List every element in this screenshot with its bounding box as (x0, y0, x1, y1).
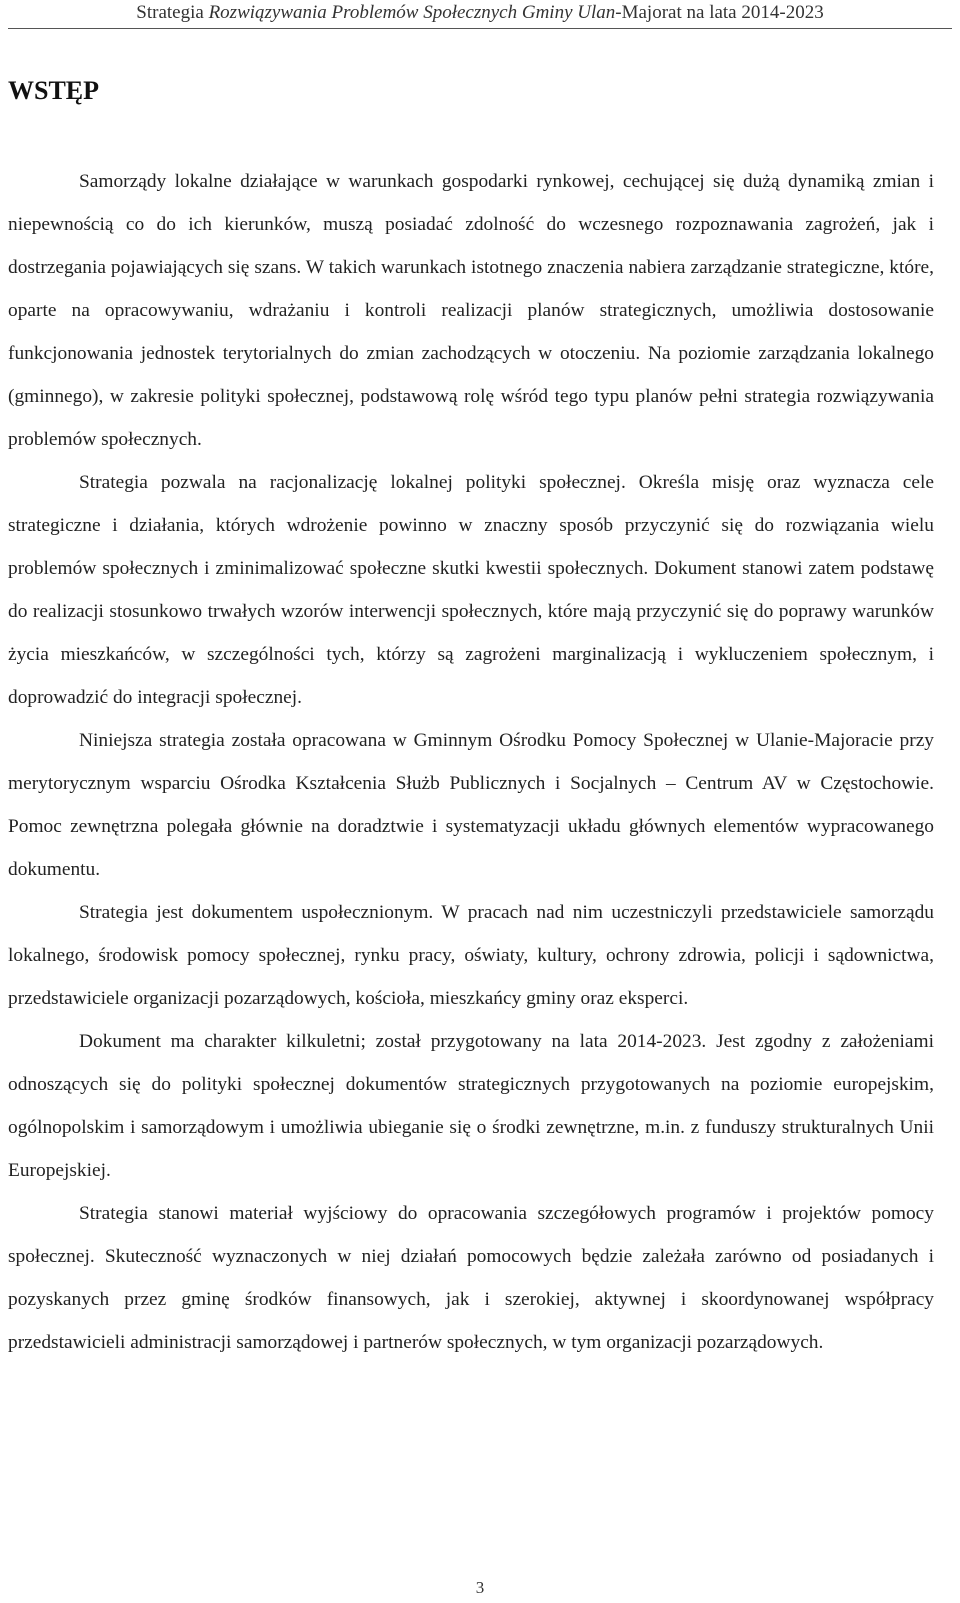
running-header-prefix: Strategia (136, 2, 209, 23)
paragraph: Strategia jest dokumentem uspołecznionym. W pracach nad nim uczestniczyli przedstawiciele samorządu lokalnego, środowisk pomocy społecznej, rynku pracy, oświaty, kultury, ochrony zdrowia, policji i sądownictwa, przedstawiciele organizacji pozarządowych, kościoła, mieszkańcy gminy oraz eksperci. (8, 902, 934, 1009)
running-header-italic: Rozwiązywania Problemów Społecznych Gminy Ulan- (208, 2, 622, 23)
body-text (8, 160, 934, 1364)
paragraph: Strategia pozwala na racjonalizację lokalnej polityki społecznej. Określa misję oraz wyznacza cele strategiczne i działania, których wdrożenie powinno w znaczny sposób przyczynić się do rozwiązania wielu problemów społecznych i zminimalizować społeczne skutki kwestii społecznych. Dokument stanowi zatem podstawę do realizacji stosunkowo trwałych wzorów interwencji społecznych, które mają przyczynić się do poprawy warunków życia mieszkańców, w szczególności tych, którzy są zagrożeni marginalizacją i wykluczeniem społecznym, i doprowadzić do integracji społecznej. (8, 472, 934, 708)
paragraph: Strategia stanowi materiał wyjściowy do opracowania szczegółowych programów i projektów pomocy społecznej. Skuteczność wyznaczonych w niej działań pomocowych będzie zależała zarówno od posiadanych i pozyskanych przez gminę środków finansowych, jak i szerokiej, aktywnej i skoordynowanej współpracy przedstawicieli administracji samorządowej i partnerów społecznych, w tym organizacji pozarządowych. (8, 1203, 934, 1353)
section-heading: WSTĘP (8, 76, 100, 105)
running-header (0, 0, 960, 28)
running-header-suffix: Majorat na lata 2014-2023 (621, 2, 824, 23)
paragraph: Samorządy lokalne działające w warunkach gospodarki rynkowej, cechującej się dużą dynamiką zmian i niepewnością co do ich kierunków, muszą posiadać zdolność do wczesnego rozpoznawania zagrożeń, jak i dostrzegania pojawiających się szans. W takich warunkach istotnego znaczenia nabiera zarządzanie strategiczne, które, oparte na opracowywaniu, wdrażaniu i kontroli realizacji planów strategicznych, umożliwia dostosowanie funkcjonowania jednostek terytorialnych do zmian zachodzących w otoczeniu. Na poziomie zarządzania lokalnego (gminnego), w zakresie polityki społecznej, podstawową rolę wśród tego typu planów pełni strategia rozwiązywania problemów społecznych. (8, 171, 934, 450)
header-rule (8, 28, 952, 29)
paragraph: Niniejsza strategia została opracowana w Gminnym Ośrodku Pomocy Społecznej w Ulanie-Majoracie przy merytorycznym wsparciu Ośrodka Kształcenia Służb Publicznych i Socjalnych – Centrum AV w Częstochowie. Pomoc zewnętrzna polegała głównie na doradztwie i systematyzacji układu głównych elementów wypracowanego dokumentu. (8, 730, 934, 880)
paragraph: Dokument ma charakter kilkuletni; został przygotowany na lata 2014-2023. Jest zgodny z założeniami odnoszących się do polityki społecznej dokumentów strategicznych przygotowanych na poziomie europejskim, ogólnopolskim i samorządowym i umożliwia ubieganie się o środki zewnętrzne, m.in. z funduszy strukturalnych Unii Europejskiej. (8, 1031, 934, 1181)
page-number: 3 (475, 1578, 485, 1597)
